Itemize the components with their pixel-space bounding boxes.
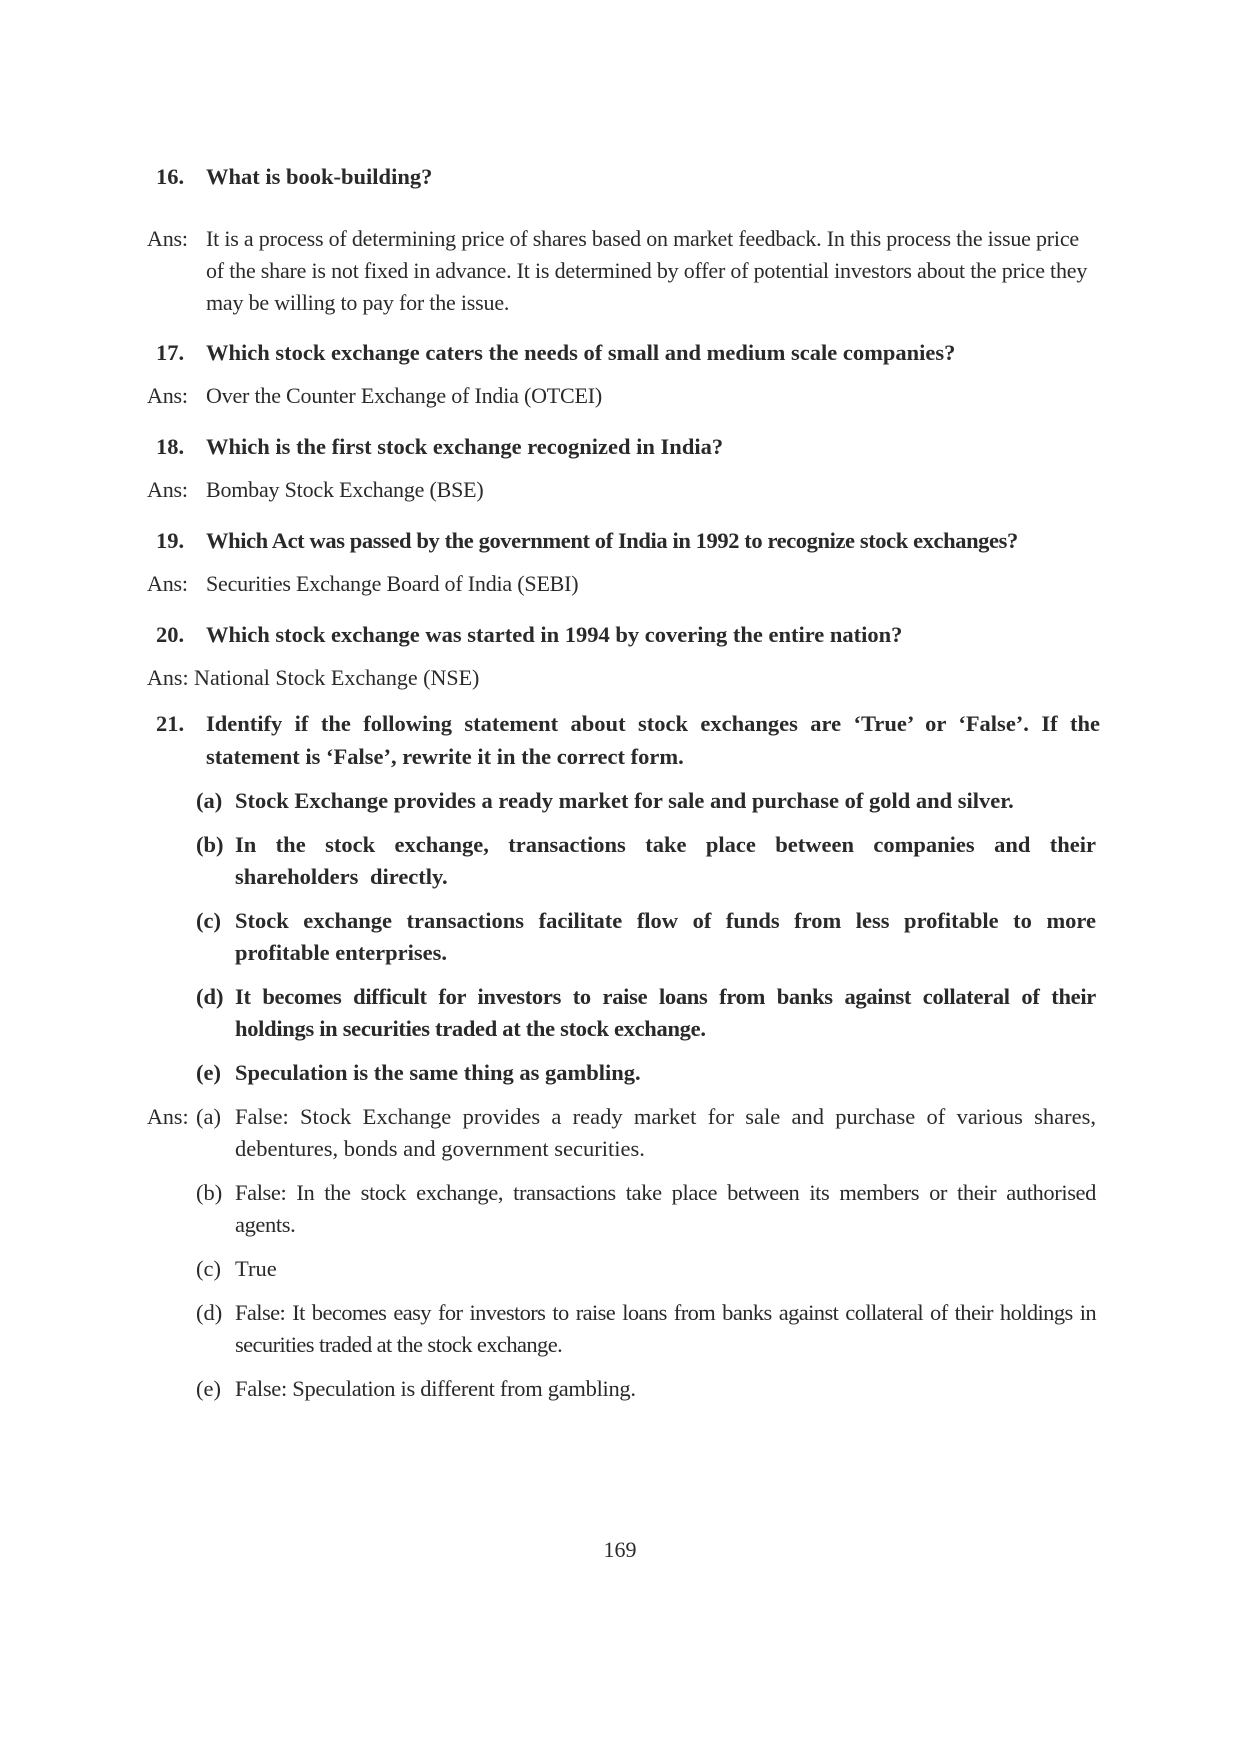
- statement-d: [196, 981, 1096, 1045]
- answer-letter: (a): [196, 1104, 221, 1129]
- answer-b: [196, 1177, 1096, 1241]
- answer-text: False: Speculation is different from gambling.: [235, 1376, 636, 1401]
- question-text: Identify if the following statement about stock exchanges are ‘True’ or ‘False’. If the statement is ‘False’, rewrite it in the correct form.: [206, 711, 1100, 769]
- statement-letter: (a): [196, 788, 223, 813]
- question-19: [150, 524, 1100, 557]
- question-number: 17.: [156, 340, 185, 365]
- answer-text: False: Stock Exchange provides a ready market for sale and purchase of various shares, debentures, bonds and government securities.: [235, 1104, 1096, 1161]
- question-20: [150, 618, 1100, 651]
- statement-text: Stock Exchange provides a ready market for sale and purchase of gold and silver.: [235, 788, 1014, 813]
- answer-16: [147, 223, 1097, 319]
- answer-text: False: In the stock exchange, transactions take place between its members or their authorised agents.: [235, 1180, 1096, 1237]
- question-text: Which stock exchange was started in 1994 by covering the entire nation?: [206, 622, 903, 647]
- statement-text: It becomes difficult for investors to raise loans from banks against collateral of their holdings in securities traded at the stock exchange.: [235, 984, 1096, 1041]
- answer-letter: (d): [196, 1300, 223, 1325]
- answer-text: It is a process of determining price of shares based on market feedback. In this process the issue price of the share is not fixed in advance. It is determined by offer of potential investors about the price they may be willing to pay for the issue.: [206, 226, 1088, 315]
- question-text: Which Act was passed by the government of India in 1992 to recognize stock exchanges?: [206, 528, 1018, 553]
- question-17: [150, 336, 1100, 369]
- answer-label: Ans:: [147, 571, 188, 596]
- question-text: Which stock exchange caters the needs of small and medium scale companies?: [206, 340, 956, 365]
- statement-letter: (c): [196, 908, 221, 933]
- question-number: 20.: [156, 622, 185, 647]
- answer-label: Ans:: [147, 226, 188, 251]
- answer-19: [147, 568, 1097, 600]
- question-number: 19.: [156, 528, 185, 553]
- question-text: What is book-building?: [206, 164, 433, 189]
- statement-text: In the stock exchange, transactions take place between companies and their shareholders directly.: [235, 832, 1096, 889]
- answer-label-21: Ans:: [147, 1104, 189, 1129]
- answer-text: Securities Exchange Board of India (SEBI): [206, 571, 579, 596]
- answer-letter: (c): [196, 1256, 221, 1281]
- answer-label: Ans:: [147, 477, 188, 502]
- question-18: [150, 430, 1100, 463]
- statement-b: [196, 829, 1096, 893]
- statement-c: [196, 905, 1096, 969]
- answer-20: Ans: National Stock Exchange (NSE): [147, 665, 480, 690]
- page-number: 169: [603, 1537, 637, 1562]
- question-text: Which is the first stock exchange recognized in India?: [206, 434, 724, 459]
- answer-letter: (e): [196, 1376, 221, 1401]
- answer-text: Over the Counter Exchange of India (OTCEI): [206, 383, 603, 408]
- statement-e: [196, 1057, 1096, 1089]
- answer-d: [196, 1297, 1096, 1361]
- question-21: [150, 707, 1100, 773]
- statement-letter: (e): [196, 1060, 221, 1085]
- answer-label: Ans:: [147, 383, 188, 408]
- question-16: [150, 160, 1100, 193]
- answer-c: [196, 1253, 1096, 1285]
- answer-text: False: It becomes easy for investors to raise loans from banks against collateral of their holdings in securities traded at the stock exchange.: [235, 1300, 1096, 1357]
- answer-a: [196, 1101, 1096, 1165]
- statement-text: Speculation is the same thing as gambling.: [235, 1060, 641, 1085]
- question-number: 18.: [156, 434, 185, 459]
- answer-text: Bombay Stock Exchange (BSE): [206, 477, 484, 502]
- answer-17: [147, 380, 1097, 412]
- statement-a: [196, 785, 1096, 817]
- statement-text: Stock exchange transactions facilitate flow of funds from less profitable to more profitable enterprises.: [235, 908, 1096, 965]
- statement-letter: (d): [196, 984, 224, 1009]
- answer-text: True: [235, 1256, 277, 1281]
- answer-letter: (b): [196, 1180, 223, 1205]
- statement-letter: (b): [196, 832, 224, 857]
- answer-e: [196, 1373, 1096, 1405]
- question-number: 16.: [156, 164, 185, 189]
- answer-18: [147, 474, 1097, 506]
- question-number: 21.: [156, 711, 185, 736]
